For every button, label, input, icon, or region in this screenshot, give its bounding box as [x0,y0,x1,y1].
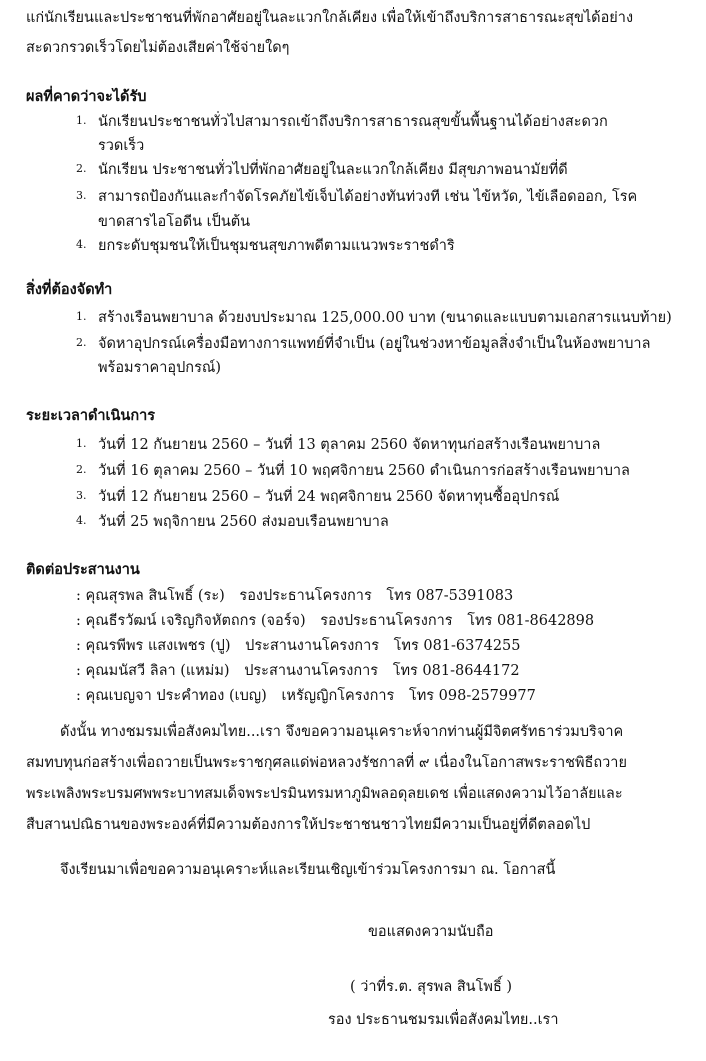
contact-phone: โทร 081-6374255 [393,638,521,654]
closing-line-3: พระเพลิงพระบรมศพพระบาทสมเด็จพระปรมินทรมหาภูมิพลอดุลยเดช เพื่อแสดงความไว้อาลัยและ [26,786,623,802]
closing-line-1: ดังนั้น ทางชมรมเพื่อสังคมไทย...เรา จึงขอความอนุเคราะห์จากท่านผู้มีจิตศรัทธาร่วมบริจาค [60,724,624,740]
intro-line-2: สะดวกรวดเร็วโดยไม่ต้องเสียค่าใช้จ่ายใดๆ [26,40,290,56]
signer-name: ( ว่าที่ร.ต. สุรพล สินโพธิ์ ) [350,979,513,995]
contact-phone: โทร 098-2579977 [408,688,536,704]
list-number: 4. [76,238,87,251]
section-heading-timeline: ระยะเวลาดำเนินการ [26,407,156,424]
list-item: จัดหาอุปกรณ์เครื่องมือทางการแพทย์ที่จำเป็น (อยู่ในช่วงหาข้อมูลสิ่งจำเป็นในห้องพยาบาล [98,336,651,352]
list-item-continued: ขาดสารไอโอดีน เป็นต้น [98,214,251,230]
list-number: 2. [76,162,87,175]
section-heading-contacts: ติดต่อประสานงาน [26,561,140,578]
list-number: 2. [76,463,87,476]
list-item: ยกระดับชุมชนให้เป็นชุมชนสุขภาพดีตามแนวพระราชดำริ [98,238,455,254]
list-item-continued: รวดเร็ว [98,138,145,154]
invitation-line: จึงเรียนมาเพื่อขอความอนุเคราะห์และเรียนเชิญเข้าร่วมโครงการมา ณ. โอกาสนี้ [60,862,556,878]
list-item-continued: พร้อมราคาอุปกรณ์) [98,360,221,376]
list-item: วันที่ 16 ตุลาคม 2560 – วันที่ 10 พฤศจิกายน 2560 ดำเนินการก่อสร้างเรือนพยาบาล [98,463,630,479]
contact-row [76,634,531,657]
contact-row [76,684,546,707]
list-number: 1. [76,114,87,127]
list-item: นักเรียนประชาชนทั่วไปสามารถเข้าถึงบริการสาธารณสุขขั้นพื้นฐานได้อย่างสะดวก [98,114,608,130]
contact-phone: โทร 087-5391083 [386,588,514,604]
list-item: นักเรียน ประชาชนทั่วไปที่พักอาศัยอยู่ในละแวกใกล้เคียง มีสุขภาพอนามัยที่ดี [98,162,568,178]
contact-name: : คุณสุรพล สินโพธิ์ (ระ) [76,588,225,604]
contact-role: เหรัญญิกโครงการ [281,688,395,704]
contact-name: : คุณรพีพร แสงเพชร (ปู) [76,638,231,654]
list-item: วันที่ 25 พฤจิกายน 2560 ส่งมอบเรือนพยาบาล [98,514,389,530]
contact-name: : คุณธีรวัฒน์ เจริญกิจหัตถกร (จอร์จ) [76,613,306,629]
list-item: วันที่ 12 กันยายน 2560 – วันที่ 13 ตุลาคม 2560 จัดหาทุนก่อสร้างเรือนพยาบาล [98,437,601,453]
section-heading-requirements: สิ่งที่ต้องจัดทำ [26,281,113,298]
list-item: สามารถป้องกันและกำจัดโรคภัยไข้เจ็บได้อย่างทันท่วงที เช่น ไข้หวัด, ไข้เลือดออก, โรค [98,189,638,205]
contact-phone: โทร 081-8642898 [467,613,595,629]
list-number: 3. [76,489,87,502]
list-number: 2. [76,336,87,349]
closing-regards: ขอแสดงความนับถือ [368,924,494,940]
list-number: 1. [76,437,87,450]
list-item: สร้างเรือนพยาบาล ด้วยงบประมาณ 125,000.00 บาท (ขนาดและแบบตามเอกสารแนบท้าย) [98,310,672,326]
contact-role: ประสานงานโครงการ [244,663,379,679]
contact-role: ประสานงานโครงการ [245,638,379,654]
contact-name: : คุณมนัสวี ลิลา (แหม่ม) [76,663,230,679]
closing-line-2: สมทบทุนก่อสร้างเพื่อถวายเป็นพระราชกุศลแด่พ่อหลวงรัชกาลที่ ๙ เนื่องในโอกาสพระราชพิธีถวาย [26,755,627,771]
contact-name: : คุณเบญจา ประคำทอง (เบญ) [76,688,267,704]
contact-row [76,584,523,607]
list-number: 1. [76,310,87,323]
closing-line-4: สืบสานปณิธานของพระองค์ที่มีความต้องการให้ประชาชนชาวไทยมีความเป็นอยู่ที่ดีตลอดไป [26,817,591,833]
list-number: 3. [76,189,87,202]
signer-title: รอง ประธานชมรมเพื่อสังคมไทย..เรา [328,1012,559,1028]
list-number: 4. [76,514,87,527]
contact-row [76,609,604,632]
contact-role: รองประธานโครงการ [320,613,453,629]
section-heading-expected: ผลที่คาดว่าจะได้รับ [26,88,147,105]
intro-line-1: แก่นักเรียนและประชาชนที่พักอาศัยอยู่ในละแวกใกล้เคียง เพื่อให้เข้าถึงบริการสาธารณะสุขได้อย่าง [26,10,634,26]
contact-phone: โทร 081-8644172 [392,663,520,679]
contact-role: รองประธานโครงการ [239,588,372,604]
list-item: วันที่ 12 กันยายน 2560 – วันที่ 24 พฤศจิกายน 2560 จัดหาทุนซื้ออุปกรณ์ [98,489,560,505]
contact-row [76,659,530,682]
